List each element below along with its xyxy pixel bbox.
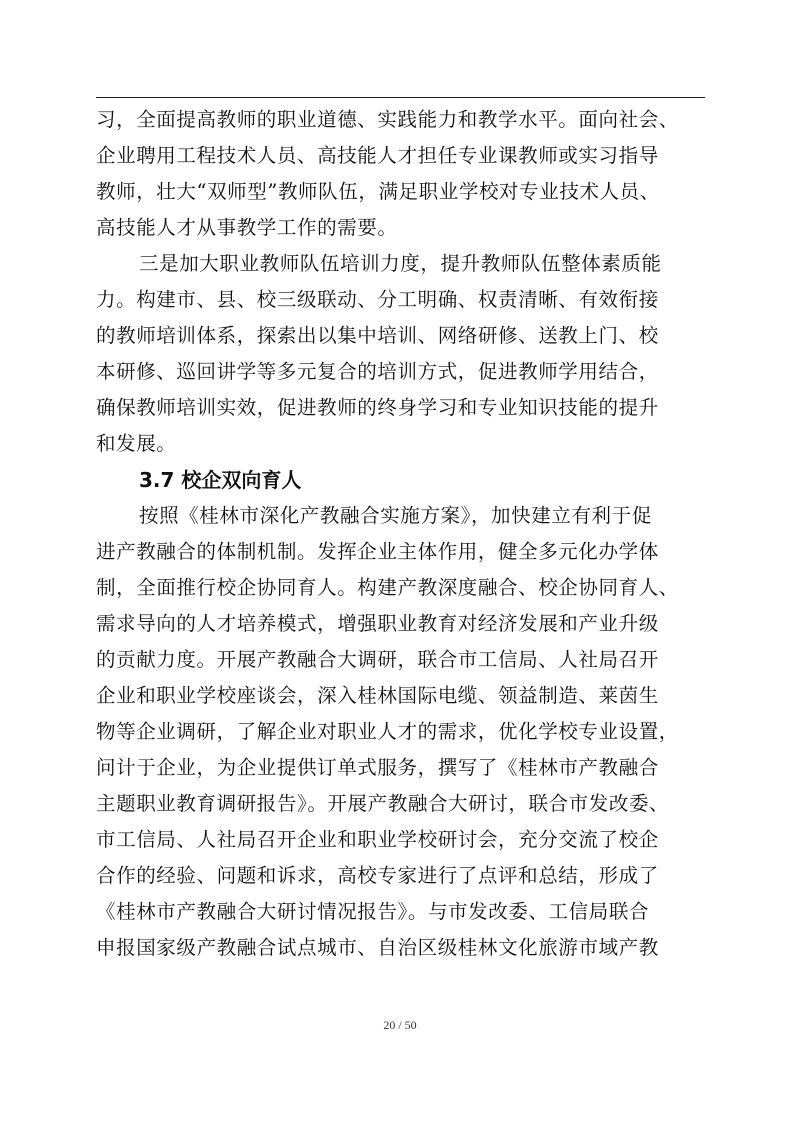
text-line: 确保教师培训实效，促进教师的终身学习和专业知识技能的提升 (96, 396, 659, 419)
text-line: 习，全面提高教师的职业道德、实践能力和教学水平。面向社会、 (96, 108, 679, 131)
text-line: 教师，壮大“双师型”教师队伍，满足职业学校对专业技术人员、 (96, 180, 660, 203)
document-body (96, 102, 716, 966)
text-line: 主题职业教育调研报告》。开展产教融合大研讨，联合市发改委、 (96, 792, 670, 815)
page-number: 20 / 50 (383, 1018, 417, 1032)
text-line: 制，全面推行校企协同育人。构建产教深度融合、校企协同育人、 (96, 576, 679, 599)
text-line: 的贡献力度。开展产教融合大调研，联合市工信局、人社局召开 (96, 648, 659, 671)
text-line: 物等企业调研，了解企业对职业人才的需求，优化学校专业设置， (96, 720, 679, 743)
text-line: 合作的经验、问题和诉求，高校专家进行了点评和总结，形成了 (96, 864, 659, 887)
text-line: 企业和职业学校座谈会，深入桂林国际电缆、领益制造、莱茵生 (96, 684, 659, 707)
text-line: 《桂林市产教融合大研讨情况报告》。与市发改委、工信局联合 (96, 900, 650, 923)
paragraph (96, 498, 716, 966)
text-line: 力。构建市、县、校三级联动、分工明确、权责清晰、有效衔接 (96, 288, 659, 311)
paragraph (96, 246, 716, 462)
text-line: 和发展。 (96, 432, 177, 455)
text-line: 企业聘用工程技术人员、高技能人才担任专业课教师或实习指导 (96, 144, 659, 167)
text-line: 按照《桂林市深化产教融合实施方案》，加快建立有利于促 (139, 504, 652, 527)
header-rule (96, 97, 705, 98)
text-line: 需求导向的人才培养模式，增强职业教育对经济发展和产业升级 (96, 612, 659, 635)
text-line: 问计于企业，为企业提供订单式服务，撰写了《桂林市产教融合 (96, 756, 659, 779)
text-line: 市工信局、人社局召开企业和职业学校研讨会，充分交流了校企 (96, 828, 659, 851)
text-line: 进产教融合的体制机制。发挥企业主体作用，健全多元化办学体 (96, 540, 659, 563)
text-line: 本研修、巡回讲学等多元复合的培训方式，促进教师学用结合， (96, 360, 659, 383)
text-line: 三是加大职业教师队伍培训力度，提升教师队伍整体素质能 (139, 252, 662, 275)
text-line: 申报国家级产教融合试点城市、自治区级桂林文化旅游市域产教 (96, 936, 659, 959)
section-heading: 3.7 校企双向育人 (139, 468, 302, 492)
paragraph (96, 102, 716, 246)
text-line: 高技能人才从事教学工作的需要。 (96, 216, 398, 239)
text-line: 的教师培训体系，探索出以集中培训、网络研修、送教上门、校 (96, 324, 659, 347)
